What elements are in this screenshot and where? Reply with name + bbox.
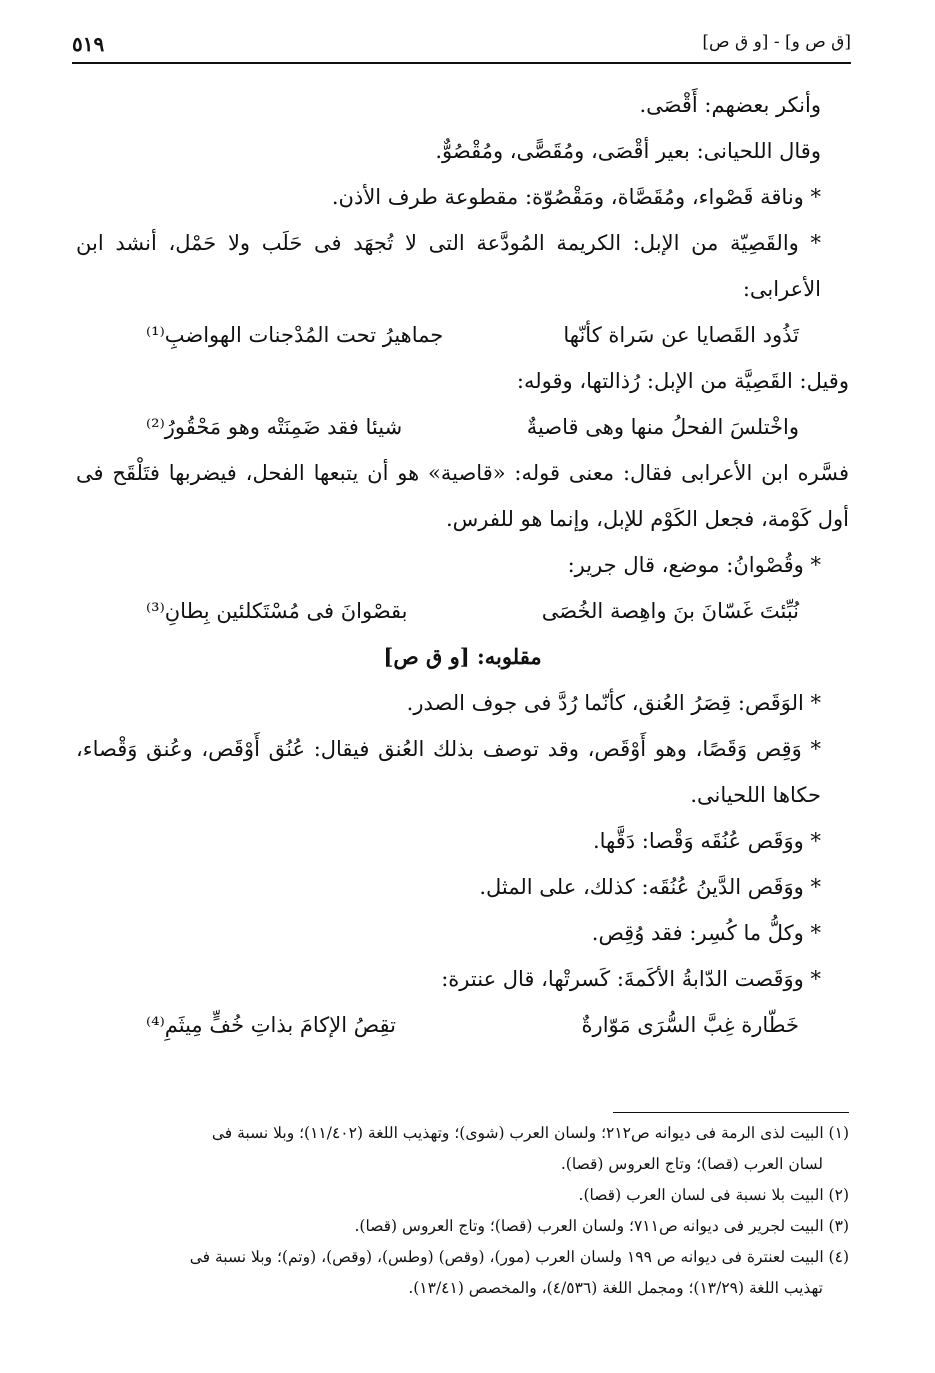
- paragraph: فسَّره ابن الأعرابى فقال: معنى قوله: «قاصية» هو أن يتبعها الفحل، فيضربها فتَلْقَح فى أول كَوْمة، فجعل الكَوْم للإبل، وإنما هو للفرس.: [76, 461, 849, 531]
- verse-first-hemistich: واخْتلسَ الفحلُ منها وهى قاصيةٌ: [526, 415, 799, 439]
- paragraph: * الوَقَص: قِصَرُ العُنق، كأنّما رُدَّ فى جوف الصدر.: [406, 691, 821, 715]
- footnotes: [76, 1118, 849, 1304]
- footnote: (٤) البيت لعنترة فى ديوانه ص ١٩٩ ولسان العرب (مور)، (وقص) (وطس)، (وقص)، (وتم)؛ وبلا نسبة فى: [189, 1248, 849, 1266]
- section-heading: مقلوبه: [و ق ص]: [383, 644, 542, 669]
- poetry-verse: [76, 312, 849, 358]
- footnote: (٢) البيت بلا نسبة فى لسان العرب (قصا).: [578, 1186, 849, 1204]
- footnote-continuation: تهذيب اللغة (١٣/٢٩)؛ ومجمل اللغة (٤/٥٣٦)، والمخصص (١٣/٤١).: [408, 1279, 823, 1297]
- poetry-verse: [76, 588, 849, 634]
- footnote-divider: [613, 1112, 849, 1113]
- footnote-continuation: لسان العرب (قصا)؛ وتاج العروس (قصا).: [560, 1155, 823, 1173]
- paragraph: * وقُصْوانُ: موضع، قال جرير:: [567, 553, 821, 577]
- poetry-verse: [76, 404, 849, 450]
- verse-second-hemistich: تقِصُ الإكامَ بذاتِ خُفٍّ مِيثَمِ⁽⁴⁾: [146, 1013, 396, 1037]
- verse-first-hemistich: خَطّارة غِبَّ السُّرَى مَوّارةٌ: [581, 1013, 799, 1037]
- verse-second-hemistich: شيئا فقد ضَمِنَتْه وهو مَحْقُورُ⁽²⁾: [146, 415, 403, 439]
- page-number: ٥١٩: [72, 32, 105, 56]
- footnote: (١) البيت لذى الرمة فى ديوانه ص٢١٢؛ ولسان العرب (شوى)؛ وتهذيب اللغة (١١/٤٠٢)؛ وبلا نسبة فى: [211, 1124, 849, 1142]
- running-title: [ق ص و] - [و ق ص]: [702, 32, 851, 52]
- paragraph: وقال اللحيانى: بعير أقْصَى، ومُقَصًّى، ومُقْصُوٌّ.: [435, 139, 821, 163]
- paragraph: * والقَصِيّة من الإبل: الكريمة المُودَّعة التى لا تُجهَد فى حَلَب ولا حَمْل، أنشد ابن الأعرابى:: [76, 231, 821, 301]
- paragraph: * ووَقَصت الدّابةُ الأكَمةَ: كَسرتْها، قال عنترة:: [441, 967, 821, 991]
- main-text: [76, 82, 849, 1048]
- poetry-verse: [76, 1002, 849, 1048]
- footnote: (٣) البيت لجرير فى ديوانه ص٧١١؛ ولسان العرب (قصا)؛ وتاج العروس (قصا).: [354, 1217, 849, 1235]
- verse-first-hemistich: تَذُود القَصايا عن سَراة كأنّها: [563, 323, 799, 347]
- paragraph: * ووَقَص عُنُقَه وَقْصا: دَقَّها.: [592, 829, 821, 853]
- paragraph: * وناقة قَصْواء، ومُقَصَّاة، ومَقْصُوّة: مقطوعة طرف الأذن.: [331, 185, 821, 209]
- verse-second-hemistich: بقصْوانَ فى مُسْتَكلئين بِطانِ⁽³⁾: [146, 599, 408, 623]
- paragraph: وأنكر بعضهم: أَقْصَى.: [639, 93, 821, 117]
- paragraph: * وكلُّ ما كُسِر: فقد وُقِص.: [591, 921, 821, 945]
- paragraph: وقيل: القَصِيَّة من الإبل: رُذالتها، وقوله:: [516, 369, 849, 393]
- paragraph: * ووَقَص الدَّينُ عُنُقَه: كذلك، على المثل.: [479, 875, 821, 899]
- verse-first-hemistich: نُبِّئتَ غَسّانَ بنَ واهِصة الخُصَى: [541, 599, 799, 623]
- page-header: [72, 32, 851, 64]
- paragraph: * وَقِص وَقَصًا، وهو أَوْقَص، وقد توصف بذلك العُنق فيقال: عُنُق أَوْقَص، وعُنق وَقْصاء، حكاها اللحيانى.: [76, 737, 821, 807]
- verse-second-hemistich: جماهيرُ تحت المُدْجنات الهواضبِ⁽¹⁾: [146, 323, 444, 347]
